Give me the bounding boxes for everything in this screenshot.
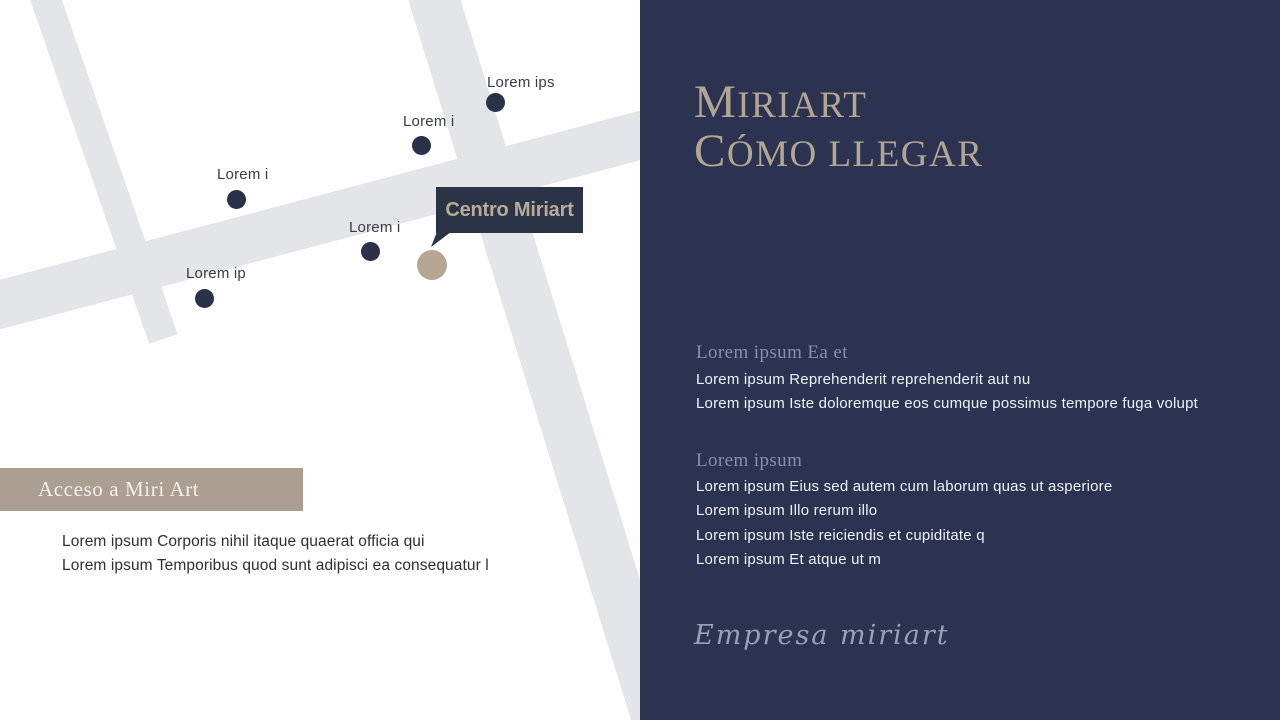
map-marker-label: Lorem ip bbox=[186, 265, 246, 282]
destination-dot bbox=[417, 250, 447, 280]
map-marker-dot bbox=[486, 93, 505, 112]
title-line-1: MIRIART bbox=[694, 76, 868, 128]
map-note: Lorem ipsum Temporibus quod sunt adipisci ea consequatur l bbox=[62, 557, 489, 575]
map-notes bbox=[62, 530, 489, 579]
callout-tail bbox=[429, 232, 451, 247]
destination-callout-label: Centro Miriart bbox=[445, 198, 574, 221]
map-marker-label: Lorem ips bbox=[487, 74, 555, 91]
map-marker-label: Lorem i bbox=[217, 166, 269, 183]
map-marker-dot bbox=[361, 242, 380, 261]
map-note: Lorem ipsum Corporis nihil itaque quaerat officia qui bbox=[62, 533, 425, 550]
section-lines bbox=[696, 368, 1198, 417]
section-line: Lorem ipsum Reprehenderit reprehenderit aut nu bbox=[696, 371, 1031, 388]
section-heading: Lorem ipsum bbox=[696, 450, 803, 471]
access-banner-title: Acceso a Miri Art bbox=[38, 477, 200, 501]
page-title bbox=[694, 78, 983, 176]
map-marker-dot bbox=[412, 136, 431, 155]
section-line: Lorem ipsum Iste doloremque eos cumque possimus tempore fuga volupt bbox=[696, 395, 1198, 413]
section-heading: Lorem ipsum Ea et bbox=[696, 342, 848, 363]
title-line-2: CÓMO LLEGAR bbox=[694, 125, 984, 177]
info-panel bbox=[640, 0, 1280, 720]
section-line: Lorem ipsum Illo rerum illo bbox=[696, 502, 878, 520]
section-line: Lorem ipsum Eius sed autem cum laborum quas ut asperiore bbox=[696, 478, 1113, 495]
map-marker-dot bbox=[195, 289, 214, 308]
map-marker-label: Lorem i bbox=[403, 113, 455, 130]
access-banner bbox=[0, 468, 303, 511]
section-lines bbox=[696, 475, 1112, 572]
destination-callout bbox=[436, 187, 583, 233]
signature: Empresa miriart bbox=[694, 620, 950, 651]
map-marker-dot bbox=[227, 190, 246, 209]
section-line: Lorem ipsum Iste reiciendis et cupiditate q bbox=[696, 526, 985, 544]
section-line: Lorem ipsum Et atque ut m bbox=[696, 550, 882, 568]
road-vertical bbox=[387, 0, 640, 720]
map-marker-label: Lorem i bbox=[349, 219, 401, 236]
